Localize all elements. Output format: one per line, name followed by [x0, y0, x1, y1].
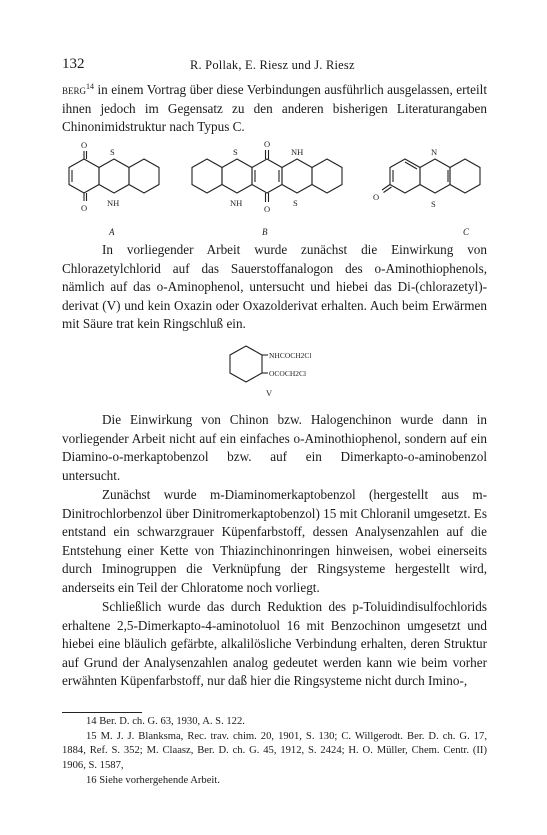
b-atom-s-bottom: S — [293, 198, 298, 208]
v-substituent-1: NHCOCH2Cl — [269, 351, 312, 360]
b-atom-nh-top: NH — [291, 147, 304, 157]
v-ring — [230, 346, 262, 382]
v-substituent-2: OCOCH2Cl — [269, 369, 307, 378]
a-atom-o-top: O — [81, 140, 88, 150]
structure-c-label: C — [463, 227, 470, 237]
paragraph-3: Zunächst wurde m-Diaminomerkaptobenzol (hergestellt aus m-Dinitrochlorbenzol über Dinitromerkaptobenzol) 15 mit Chloranil umgesetzt. Es entstand ein schwarzgrauer Küpenfarbstoff, dessen Analysenzahlen auf die Entstehung einer Kette von Thiazinchinonringen hinweisen, wobei einerseits durch Iminogruppen die Verknüpfung der Ringsysteme hergestellt wird, anderseits ein Teil der Chloratome noch vorliegt. — [62, 487, 487, 595]
intro-text: in einem Vortrag über diese Verbindungen ausführlich ausgelassen, erteilt ihnen jedoch im Gegensatz zu den anderen bisherigen Literaturangaben Chinonimidstruktur nach Typus C. — [62, 82, 487, 135]
b-atom-nh-bottom: NH — [230, 198, 243, 208]
a-atom-nh: NH — [107, 198, 120, 208]
structure-a-label: A — [109, 227, 115, 237]
b-atom-o-top: O — [264, 139, 271, 149]
running-header-authors: R. Pollak, E. Riesz und J. Riesz — [190, 58, 355, 72]
a-atom-o-bottom: O — [81, 203, 88, 213]
footnote-15: 15 M. J. J. Blanksma, Rec. trav. chim. 20, 1901, S. 130; C. Willgerodt. Ber. D. ch. G. 17, 1884, Ref. S. 352; M. Claasz, Ber. D. ch. G. 45, 1912, S. 2424; H. O. Müller, Chem. Centr. (II) 1906, S. 1587, — [62, 731, 487, 771]
paragraph-2: Die Einwirkung von Chinon bzw. Halogenchinon wurde dann in vorliegender Arbeit nicht auf ein einfaches o-Aminothiophenol, sondern auf ein Diamino-o-merkaptobenzol bzw. auf ein Dimerkapto-o-aminobenzol untersucht. — [62, 412, 487, 483]
c-atom-n: N — [431, 147, 438, 157]
footnote-ref: 14 — [86, 82, 95, 91]
footnote-14: 14 Ber. D. ch. G. 63, 1930, A. S. 122. — [86, 716, 245, 727]
structure-v-label: V — [266, 388, 273, 398]
b-atom-s-top: S — [233, 147, 238, 157]
footnote-rule — [62, 712, 142, 713]
a-atom-s: S — [110, 147, 115, 157]
c-atom-s: S — [431, 199, 436, 209]
paragraph-1: In vorliegender Arbeit wurde zunächst die Einwirkung von Chlorazetylchlorid auf das Sauerstoffanalogon des o-Aminothiophenols, nämlich auf das o-Aminophenol, untersucht und hiebei das Di-(chlorazetyl)-derivat (V) und kein Oxazin oder Oxazolderivat erhalten. Auch beim Erwärmen mit Säure trat kein Ringschluß ein. — [62, 242, 487, 332]
b-atom-o-bottom: O — [264, 204, 271, 214]
c-atom-o: O — [373, 192, 380, 202]
structure-b-label: B — [262, 227, 268, 237]
paragraph-4: Schließlich wurde das durch Reduktion des p-Toluidindisulfochlorids erhaltene 2,5-Dimerkapto-4-aminotoluol 16 mit Benzochinon umgesetzt und hiebei eine bläulich gefärbte, alkalilösliche Verbindung erhalten, deren Struktur auf Grund der Analysenzahlen analog gedeutet werden kann wie beim vorher erwähnten Küpenfarbstoff, nur daß hier die Ringsysteme nicht durch Imino-, — [62, 599, 487, 689]
author-name: berg — [62, 82, 87, 97]
footnote-16: 16 Siehe vorhergehende Arbeit. — [86, 775, 220, 786]
page-number: 132 — [62, 56, 85, 72]
